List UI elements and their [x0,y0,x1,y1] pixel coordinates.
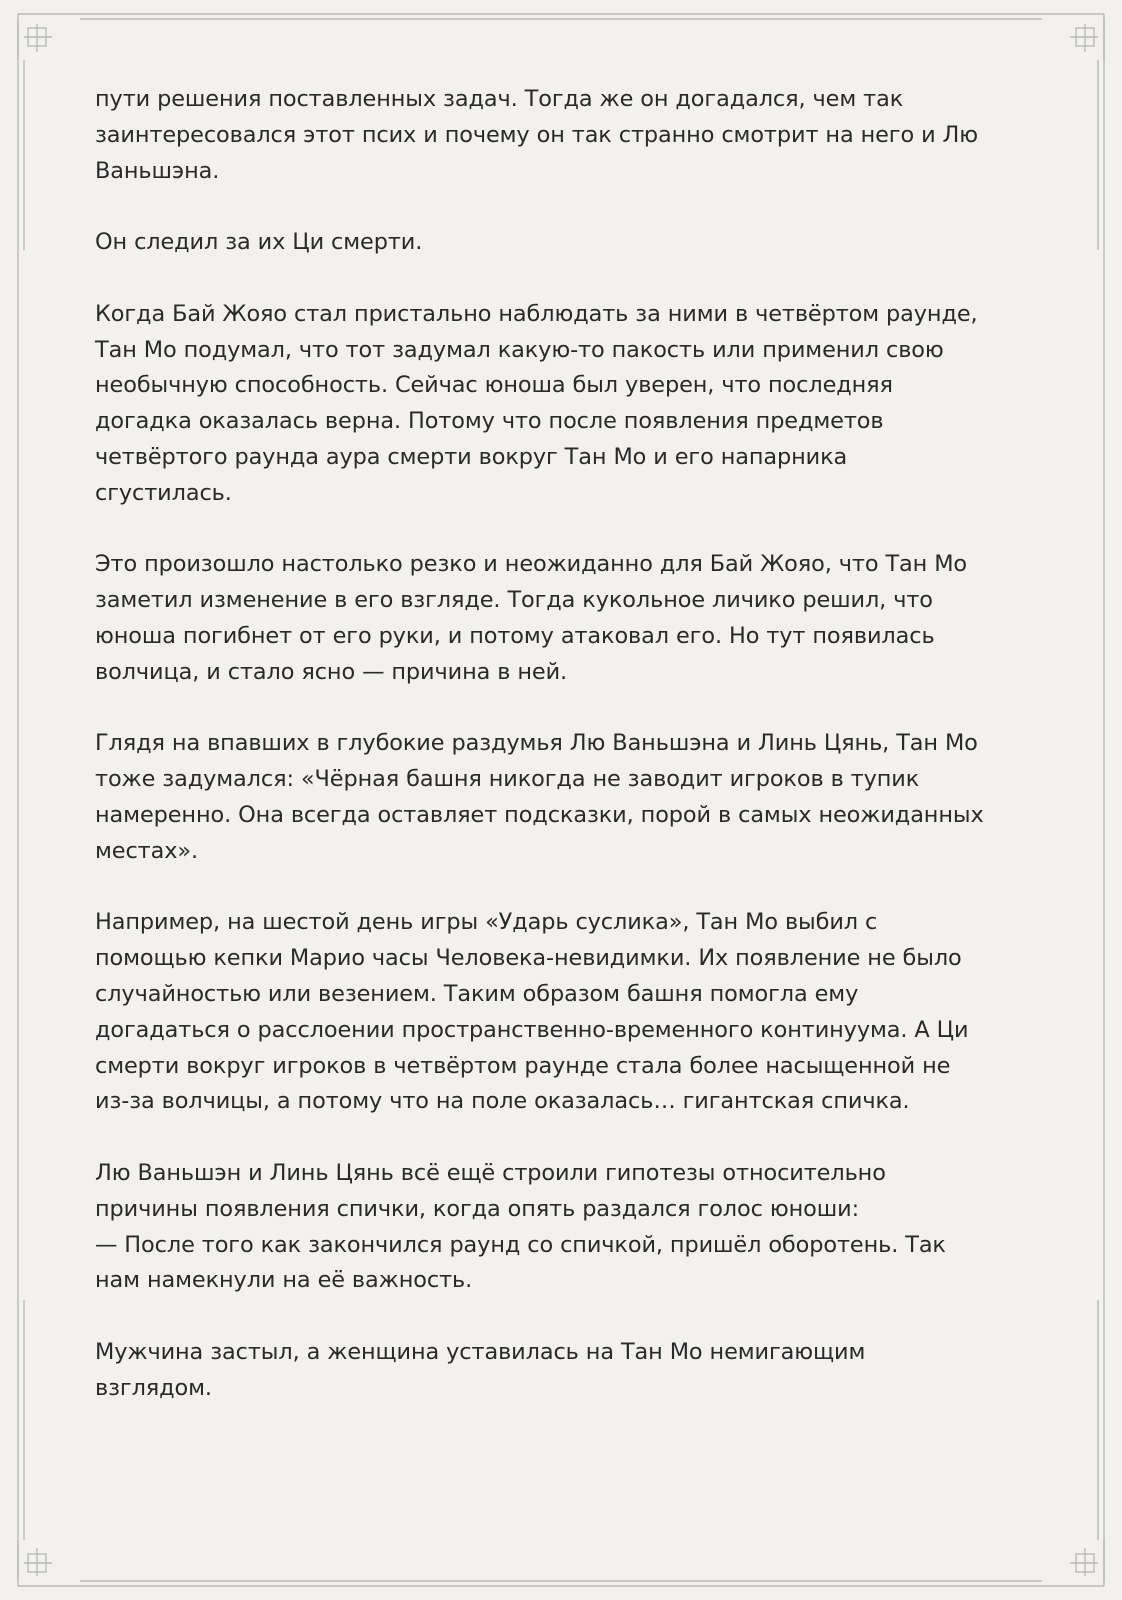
bottom-border-line [58,1581,1064,1586]
left-border-line [18,20,24,1580]
paragraph: Это произошло настолько резко и неожиданно для Бай Жояо, что Тан Мо заметил изменение в его взгляде. Тогда кукольное личико решил, что юноша погибнет от его руки, и потому атаковал его. Но тут появилась волчица, и стало ясно — причина в ней. [95,551,968,685]
paragraph: Мужчина застыл, а женщина уставилась на Тан Мо немигающим взглядом. [95,1338,866,1401]
paragraph: Глядя на впавших в глубокие раздумья Лю Ваньшэна и Линь Цянь, Тан Мо тоже задумался: «Чёрная башня никогда не заводит игроков в тупик намеренно. Она всегда оставляет подсказки, порой в самых неожиданных местах». [95,730,984,864]
paragraph: Лю Ваньшэн и Линь Цянь всё ещё строили гипотезы относительно причины появления спички, когда опять раздался голос юноши: — После того как закончился раунд со спичкой, пришёл оборотень. Так нам намекнули на её важность. [95,1159,946,1294]
corner-ornament-top-right [1064,14,1104,60]
corner-ornament-top-left [18,14,58,60]
corner-ornament-bottom-right [1064,1540,1104,1586]
page-text [95,82,1035,1442]
paragraph: Когда Бай Жояо стал пристально наблюдать за ними в четвёртом раунде, Тан Мо подумал, что тот задумал какую-то пакость или применил свою необычную способность. Сейчас юноша был уверен, что последняя догадка оказалась верна. Потому что после появления предметов четвёртого раунда аура смерти вокруг Тан Мо и его напарника сгустилась. [95,300,978,506]
corner-ornament-bottom-left [18,1540,58,1586]
paragraph: пути решения поставленных задач. Тогда же он догадался, чем так заинтересовался этот псих и почему он так странно смотрит на него и Лю Ваньшэна. [95,86,979,184]
top-border-line [58,14,1064,19]
paragraph: Он следил за их Ци смерти. [95,229,423,256]
right-border-line [1098,20,1104,1580]
paragraph: Например, на шестой день игры «Ударь суслика», Тан Мо выбил с помощью кепки Марио часы Человека-невидимки. Их появление не было случайностью или везением. Таким образом башня помогла ему догадаться о расслоении пространственно-временного континуума. А Ци смерти вокруг игроков в четвёртом раунде стала более насыщенной не из-за волчицы, а потому что на поле оказалась… гигантская спичка. [95,909,969,1115]
